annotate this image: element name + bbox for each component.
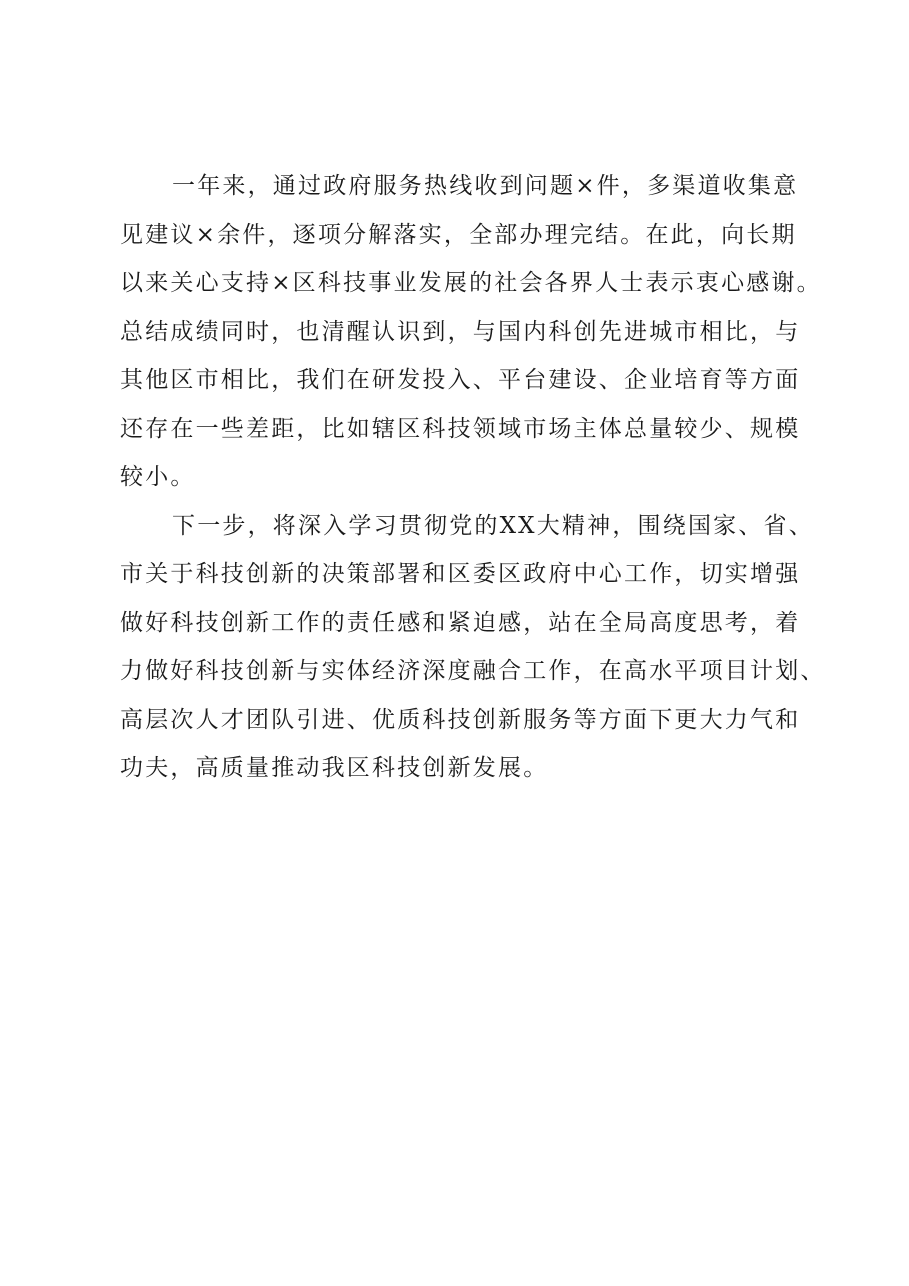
paragraph-2	[120, 502, 830, 793]
paragraph-line: 做好科技创新工作的责任感和紧迫感，站在全局高度思考，着	[120, 609, 801, 636]
paragraph-line: 还存在一些差距，比如辖区科技领域市场主体总量较少、规模	[120, 415, 801, 442]
paragraph-line: 以来关心支持×区科技事业发展的社会各界人士表示衷心感谢。	[120, 270, 822, 296]
paragraph-line: 见建议×余件，逐项分解落实，全部办理完结。在此，向长期	[120, 221, 797, 248]
paragraph-line: 较小。	[120, 464, 196, 490]
paragraph-line: 功夫，高质量推动我区科技创新发展。	[120, 755, 549, 781]
document-body	[120, 162, 830, 793]
paragraph-line: 总结成绩同时，也清醒认识到，与国内科创先进城市相比，与	[120, 318, 801, 345]
paragraph-1	[120, 162, 830, 502]
paragraph-line: 市关于科技创新的决策部署和区委区政府中心工作，切实增强	[120, 561, 801, 587]
paragraph-line: 力做好科技创新与实体经济深度融合工作，在高水平项目计划、	[120, 658, 826, 684]
paragraph-line: 高层次人才团队引进、优质科技创新服务等方面下更大力气和	[120, 706, 801, 733]
paragraph-line: 一年来，通过政府服务热线收到问题×件，多渠道收集意	[172, 173, 799, 199]
paragraph-line: 下一步，将深入学习贯彻党的XX大精神，围绕国家、省、	[172, 512, 814, 539]
paragraph-line: 其他区市相比，我们在研发投入、平台建设、企业培育等方面	[120, 367, 801, 393]
